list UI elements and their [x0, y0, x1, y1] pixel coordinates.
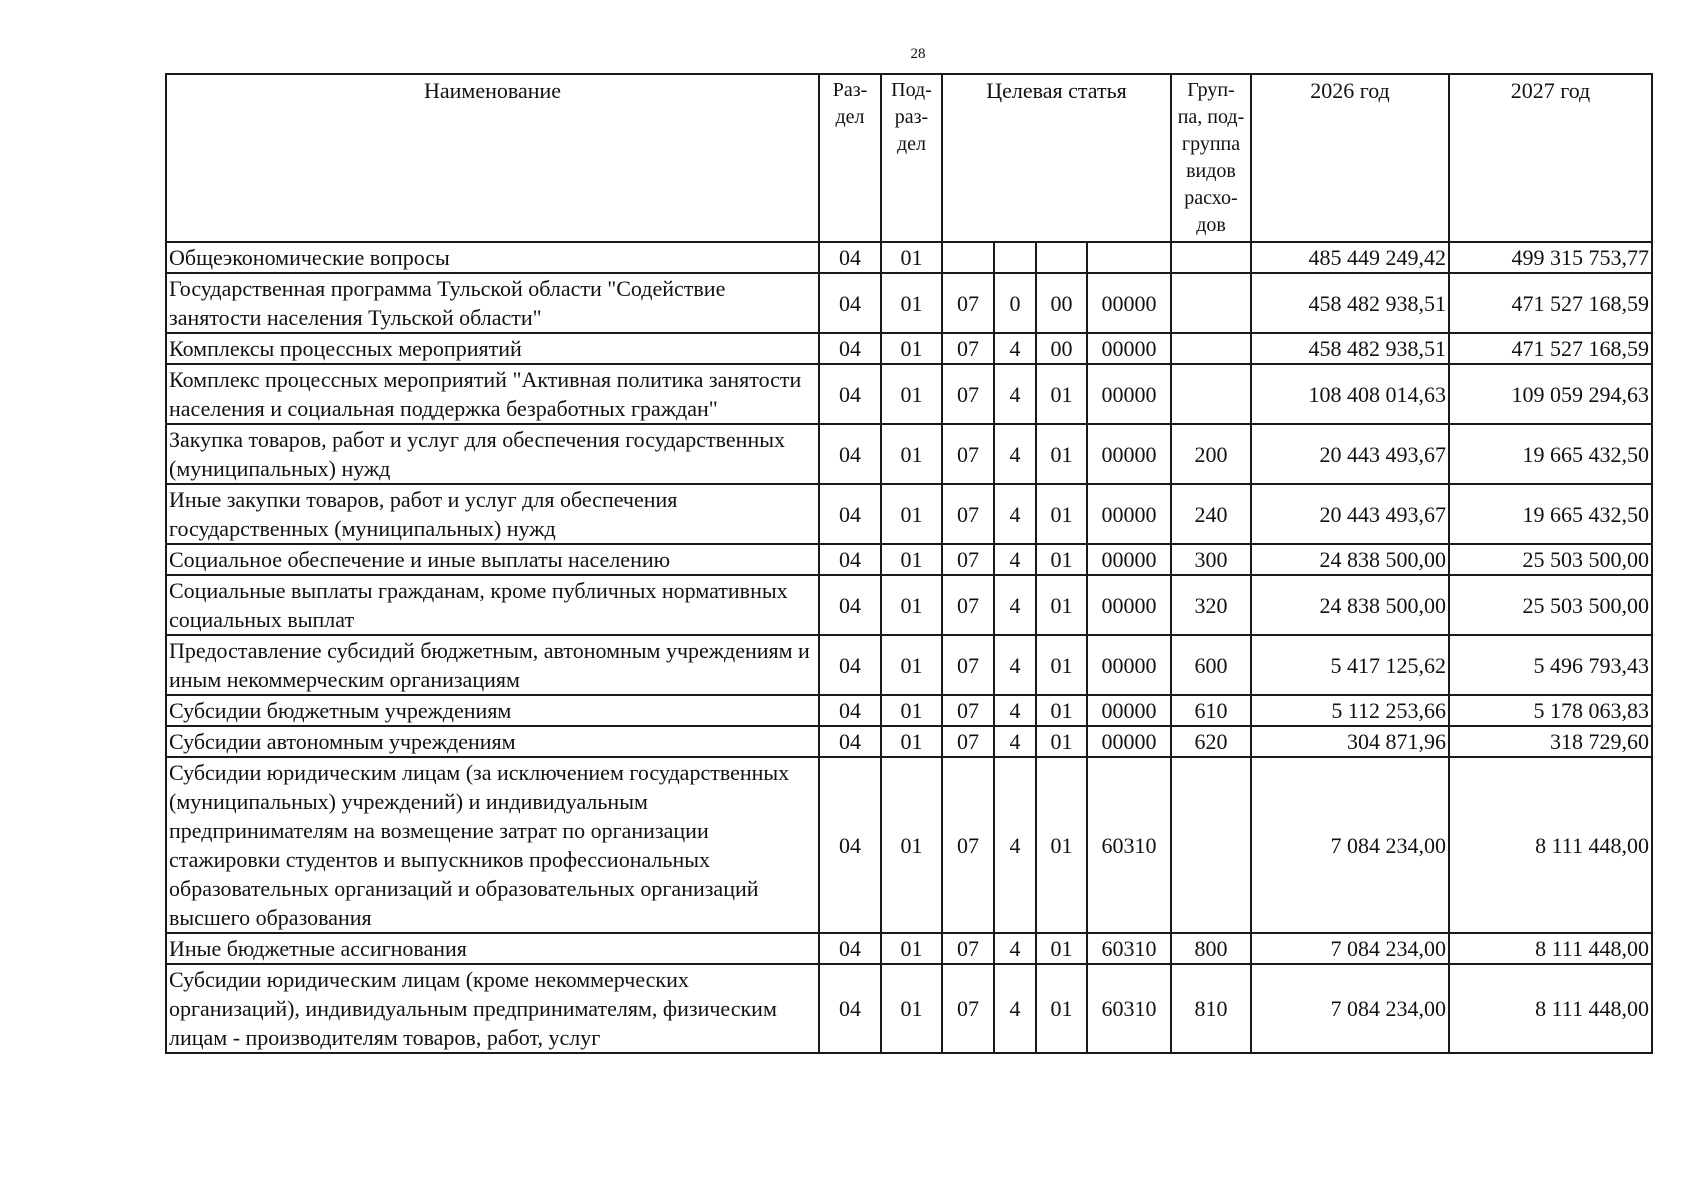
target-program-code: 07	[942, 726, 994, 757]
amount-2026: 7 084 234,00	[1251, 933, 1449, 964]
section-code: 04	[819, 635, 881, 695]
target-event-code: 01	[1036, 635, 1087, 695]
target-direction-code: 60310	[1087, 757, 1171, 933]
target-direction-code: 60310	[1087, 933, 1171, 964]
target-event-code: 00	[1036, 273, 1087, 333]
row-name: Комплексы процессных мероприятий	[166, 333, 819, 364]
target-subprogram-code: 4	[994, 575, 1036, 635]
subsection-code: 01	[881, 544, 942, 575]
expense-group-code	[1171, 757, 1251, 933]
section-code: 04	[819, 695, 881, 726]
amount-2027: 499 315 753,77	[1449, 242, 1652, 273]
expense-group-code: 240	[1171, 484, 1251, 544]
row-name: Иные закупки товаров, работ и услуг для обеспечения государственных (муниципальных) нужд	[166, 484, 819, 544]
header-year-2026: 2026 год	[1251, 74, 1449, 242]
amount-2027: 19 665 432,50	[1449, 484, 1652, 544]
subsection-code: 01	[881, 695, 942, 726]
target-subprogram-code: 4	[994, 695, 1036, 726]
section-code: 04	[819, 364, 881, 424]
amount-2027: 5 178 063,83	[1449, 695, 1652, 726]
header-section: Раз- дел	[819, 74, 881, 242]
table-row	[166, 242, 1652, 273]
expense-group-code: 320	[1171, 575, 1251, 635]
row-name: Иные бюджетные ассигнования	[166, 933, 819, 964]
amount-2027: 109 059 294,63	[1449, 364, 1652, 424]
subsection-code: 01	[881, 484, 942, 544]
row-name: Общеэкономические вопросы	[166, 242, 819, 273]
target-direction-code: 00000	[1087, 273, 1171, 333]
amount-2026: 20 443 493,67	[1251, 484, 1449, 544]
amount-2027: 8 111 448,00	[1449, 964, 1652, 1053]
table-row	[166, 575, 1652, 635]
expense-group-code: 800	[1171, 933, 1251, 964]
target-event-code: 01	[1036, 726, 1087, 757]
target-event-code: 01	[1036, 575, 1087, 635]
target-subprogram-code: 4	[994, 424, 1036, 484]
row-name: Закупка товаров, работ и услуг для обеспечения государственных (муниципальных) нужд	[166, 424, 819, 484]
target-direction-code: 00000	[1087, 726, 1171, 757]
target-direction-code: 00000	[1087, 635, 1171, 695]
expense-group-code	[1171, 333, 1251, 364]
expense-group-code	[1171, 242, 1251, 273]
target-program-code: 07	[942, 544, 994, 575]
target-program-code: 07	[942, 484, 994, 544]
page-number: 28	[910, 46, 926, 62]
expense-group-code	[1171, 364, 1251, 424]
target-direction-code: 00000	[1087, 424, 1171, 484]
table-row	[166, 544, 1652, 575]
target-event-code: 01	[1036, 933, 1087, 964]
expense-group-code: 810	[1171, 964, 1251, 1053]
table-header-row	[166, 74, 1652, 242]
header-expense-group: Груп- па, под- группа видов расхо- дов	[1171, 74, 1251, 242]
section-code: 04	[819, 273, 881, 333]
target-event-code: 01	[1036, 484, 1087, 544]
section-code: 04	[819, 424, 881, 484]
row-name: Государственная программа Тульской области "Содействие занятости населения Тульской области"	[166, 273, 819, 333]
amount-2026: 5 417 125,62	[1251, 635, 1449, 695]
row-name: Предоставление субсидий бюджетным, автономным учреждениям и иным некоммерческим организациям	[166, 635, 819, 695]
amount-2027: 25 503 500,00	[1449, 544, 1652, 575]
target-direction-code	[1087, 242, 1171, 273]
table-row	[166, 964, 1652, 1053]
target-program-code: 07	[942, 757, 994, 933]
target-event-code: 01	[1036, 364, 1087, 424]
table-row	[166, 933, 1652, 964]
section-code: 04	[819, 726, 881, 757]
target-direction-code: 00000	[1087, 333, 1171, 364]
section-code: 04	[819, 933, 881, 964]
target-direction-code: 60310	[1087, 964, 1171, 1053]
section-code: 04	[819, 484, 881, 544]
row-name: Субсидии юридическим лицам (за исключением государственных (муниципальных) учреждений) и индивидуальным предпринимателям на возмещение затрат по организации стажировки студентов и выпускников профессиональных образовательных организаций и образовательных организаций высшего образования	[166, 757, 819, 933]
target-subprogram-code: 4	[994, 635, 1036, 695]
amount-2026: 20 443 493,67	[1251, 424, 1449, 484]
target-program-code: 07	[942, 424, 994, 484]
row-name: Субсидии автономным учреждениям	[166, 726, 819, 757]
target-event-code: 01	[1036, 757, 1087, 933]
section-code: 04	[819, 757, 881, 933]
target-event-code: 01	[1036, 964, 1087, 1053]
row-name: Социальное обеспечение и иные выплаты населению	[166, 544, 819, 575]
target-subprogram-code: 4	[994, 544, 1036, 575]
subsection-code: 01	[881, 757, 942, 933]
target-subprogram-code: 4	[994, 364, 1036, 424]
header-target-article: Целевая статья	[942, 74, 1171, 242]
row-name: Субсидии бюджетным учреждениям	[166, 695, 819, 726]
target-program-code: 07	[942, 575, 994, 635]
subsection-code: 01	[881, 333, 942, 364]
section-code: 04	[819, 333, 881, 364]
amount-2027: 8 111 448,00	[1449, 757, 1652, 933]
row-name: Субсидии юридическим лицам (кроме некоммерческих организаций), индивидуальным предпринимателям, физическим лицам - производителям товаров, работ, услуг	[166, 964, 819, 1053]
subsection-code: 01	[881, 726, 942, 757]
amount-2026: 7 084 234,00	[1251, 757, 1449, 933]
amount-2026: 458 482 938,51	[1251, 333, 1449, 364]
header-name: Наименование	[166, 74, 819, 242]
table-row	[166, 635, 1652, 695]
expense-group-code: 610	[1171, 695, 1251, 726]
expense-group-code: 620	[1171, 726, 1251, 757]
target-direction-code: 00000	[1087, 695, 1171, 726]
target-subprogram-code: 4	[994, 726, 1036, 757]
table-row	[166, 333, 1652, 364]
amount-2027: 8 111 448,00	[1449, 933, 1652, 964]
table-row	[166, 757, 1652, 933]
target-event-code: 00	[1036, 333, 1087, 364]
amount-2026: 458 482 938,51	[1251, 273, 1449, 333]
expense-group-code: 600	[1171, 635, 1251, 695]
amount-2026: 108 408 014,63	[1251, 364, 1449, 424]
target-direction-code: 00000	[1087, 364, 1171, 424]
subsection-code: 01	[881, 964, 942, 1053]
expense-group-code: 200	[1171, 424, 1251, 484]
target-subprogram-code: 4	[994, 484, 1036, 544]
target-subprogram-code	[994, 242, 1036, 273]
row-name: Социальные выплаты гражданам, кроме публичных нормативных социальных выплат	[166, 575, 819, 635]
subsection-code: 01	[881, 933, 942, 964]
amount-2026: 24 838 500,00	[1251, 544, 1449, 575]
target-event-code: 01	[1036, 424, 1087, 484]
target-direction-code: 00000	[1087, 575, 1171, 635]
target-direction-code: 00000	[1087, 484, 1171, 544]
target-direction-code: 00000	[1087, 544, 1171, 575]
amount-2026: 485 449 249,42	[1251, 242, 1449, 273]
table-row	[166, 484, 1652, 544]
target-subprogram-code: 4	[994, 964, 1036, 1053]
budget-table	[165, 73, 1653, 1054]
table-row	[166, 726, 1652, 757]
target-event-code: 01	[1036, 695, 1087, 726]
section-code: 04	[819, 575, 881, 635]
amount-2026: 24 838 500,00	[1251, 575, 1449, 635]
target-program-code: 07	[942, 695, 994, 726]
subsection-code: 01	[881, 273, 942, 333]
row-name: Комплекс процессных мероприятий "Активная политика занятости населения и социальная поддержка безработных граждан"	[166, 364, 819, 424]
target-program-code: 07	[942, 273, 994, 333]
target-program-code	[942, 242, 994, 273]
amount-2027: 471 527 168,59	[1449, 333, 1652, 364]
subsection-code: 01	[881, 242, 942, 273]
target-program-code: 07	[942, 964, 994, 1053]
subsection-code: 01	[881, 575, 942, 635]
target-subprogram-code: 4	[994, 757, 1036, 933]
subsection-code: 01	[881, 635, 942, 695]
section-code: 04	[819, 964, 881, 1053]
target-event-code	[1036, 242, 1087, 273]
header-year-2027: 2027 год	[1449, 74, 1652, 242]
amount-2026: 7 084 234,00	[1251, 964, 1449, 1053]
table-row	[166, 695, 1652, 726]
header-subsection: Под- раз- дел	[881, 74, 942, 242]
subsection-code: 01	[881, 424, 942, 484]
target-subprogram-code: 4	[994, 333, 1036, 364]
amount-2026: 5 112 253,66	[1251, 695, 1449, 726]
target-event-code: 01	[1036, 544, 1087, 575]
target-program-code: 07	[942, 635, 994, 695]
target-program-code: 07	[942, 933, 994, 964]
section-code: 04	[819, 242, 881, 273]
table-row	[166, 364, 1652, 424]
amount-2027: 25 503 500,00	[1449, 575, 1652, 635]
target-program-code: 07	[942, 333, 994, 364]
section-code: 04	[819, 544, 881, 575]
target-program-code: 07	[942, 364, 994, 424]
amount-2027: 19 665 432,50	[1449, 424, 1652, 484]
target-subprogram-code: 4	[994, 933, 1036, 964]
table-row	[166, 273, 1652, 333]
amount-2027: 318 729,60	[1449, 726, 1652, 757]
amount-2027: 5 496 793,43	[1449, 635, 1652, 695]
expense-group-code: 300	[1171, 544, 1251, 575]
target-subprogram-code: 0	[994, 273, 1036, 333]
subsection-code: 01	[881, 364, 942, 424]
expense-group-code	[1171, 273, 1251, 333]
table-row	[166, 424, 1652, 484]
amount-2026: 304 871,96	[1251, 726, 1449, 757]
amount-2027: 471 527 168,59	[1449, 273, 1652, 333]
